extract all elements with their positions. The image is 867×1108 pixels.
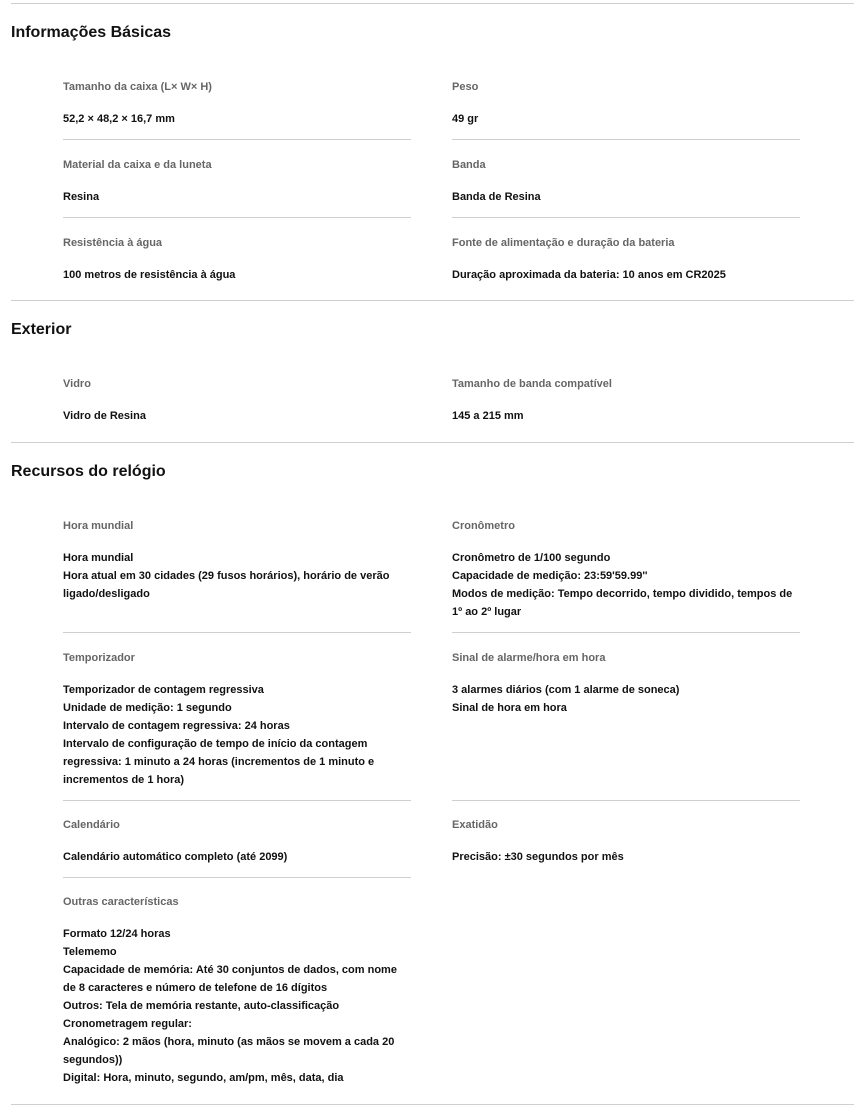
spec-label: Hora mundial (63, 520, 134, 532)
spec-label: Outras características (63, 896, 179, 908)
spec-value: Precisão: ±30 segundos por mês (452, 851, 624, 863)
section-title-recursos-do-relogio: Recursos do relógio (11, 463, 166, 480)
spec-label: Peso (452, 81, 479, 93)
spec-value: Hora mundial Hora atual em 30 cidades (29 fusos horários), horário de verão ligado/desligado (63, 552, 390, 600)
item-divider (63, 877, 411, 878)
item-divider (63, 217, 411, 218)
spec-value: Formato 12/24 horas Telememo Capacidade de memória: Até 30 conjuntos de dados, com nome de 8 caracteres e número de telefone de 16 dígitos Outros: Tela de memória restante, auto-classificação Cronometragem regular: Analógico: 2 mãos (hora, minuto (as mãos se movem a cada 20 segundos)) Digital: Hora, minuto, segundo, am/pm, mês, data, dia (63, 928, 397, 1084)
item-divider (452, 139, 800, 140)
spec-value: Temporizador de contagem regressiva Unidade de medição: 1 segundo Intervalo de contagem regressiva: 24 horas Intervalo de configuração de tempo de início da contagem regressiva: 1 minuto a 24 horas (incrementos de 1 minuto e incrementos de 1 hora) (63, 684, 375, 786)
spec-value: Resina (63, 191, 100, 203)
spec-label: Exatidão (452, 819, 498, 831)
spec-value: 100 metros de resistência à água (63, 269, 236, 281)
spec-value: 145 a 215 mm (452, 410, 524, 422)
section-title-exterior: Exterior (11, 321, 72, 338)
spec-power-supply (452, 236, 800, 284)
spec-band-size (452, 377, 800, 425)
spec-label: Vidro (63, 378, 91, 390)
item-divider (452, 632, 800, 633)
spec-value: 3 alarmes diários (com 1 alarme de soneca) Sinal de hora em hora (452, 684, 680, 714)
item-divider (63, 632, 411, 633)
spec-calendar (63, 818, 411, 866)
spec-label: Tamanho de banda compatível (452, 378, 612, 390)
spec-label: Temporizador (63, 652, 135, 664)
spec-stopwatch (452, 519, 800, 621)
spec-value: 52,2 × 48,2 × 16,7 mm (63, 113, 175, 125)
spec-label: Fonte de alimentação e duração da bateria (452, 237, 675, 249)
top-rule (11, 3, 854, 4)
spec-value: Cronômetro de 1/100 segundo Capacidade de medição: 23:59'59.99'' Modos de medição: Tempo decorrido, tempo dividido, tempos de 1º ao 2º lugar (452, 552, 793, 618)
spec-label: Sinal de alarme/hora em hora (452, 652, 606, 664)
item-divider (452, 217, 800, 218)
spec-case-material (63, 158, 411, 206)
item-divider (63, 800, 411, 801)
spec-weight (452, 80, 800, 128)
spec-label: Tamanho da caixa (L× W× H) (63, 81, 212, 93)
spec-timer (63, 651, 411, 789)
item-divider (63, 139, 411, 140)
spec-glass (63, 377, 411, 425)
spec-label: Cronômetro (452, 520, 515, 532)
spec-other-features (63, 895, 411, 1087)
spec-water-resistance (63, 236, 411, 284)
section-title-informacoes-basicas: Informações Básicas (11, 24, 172, 41)
spec-case-size (63, 80, 411, 128)
spec-value: 49 gr (452, 113, 479, 125)
spec-world-time (63, 519, 411, 603)
spec-band (452, 158, 800, 206)
spec-label: Resistência à água (63, 237, 163, 249)
spec-label: Banda (452, 159, 486, 171)
spec-accuracy (452, 818, 800, 866)
spec-label: Material da caixa e da luneta (63, 159, 212, 171)
bottom-rule (11, 1104, 854, 1105)
spec-alarm (452, 651, 800, 717)
spec-value: Vidro de Resina (63, 410, 146, 422)
spec-value: Duração aproximada da bateria: 10 anos em CR2025 (452, 269, 726, 281)
item-divider (452, 800, 800, 801)
spec-label: Calendário (63, 819, 120, 831)
section-rule (11, 300, 854, 301)
spec-value: Calendário automático completo (até 2099) (63, 851, 288, 863)
section-rule (11, 442, 854, 443)
spec-value: Banda de Resina (452, 191, 541, 203)
